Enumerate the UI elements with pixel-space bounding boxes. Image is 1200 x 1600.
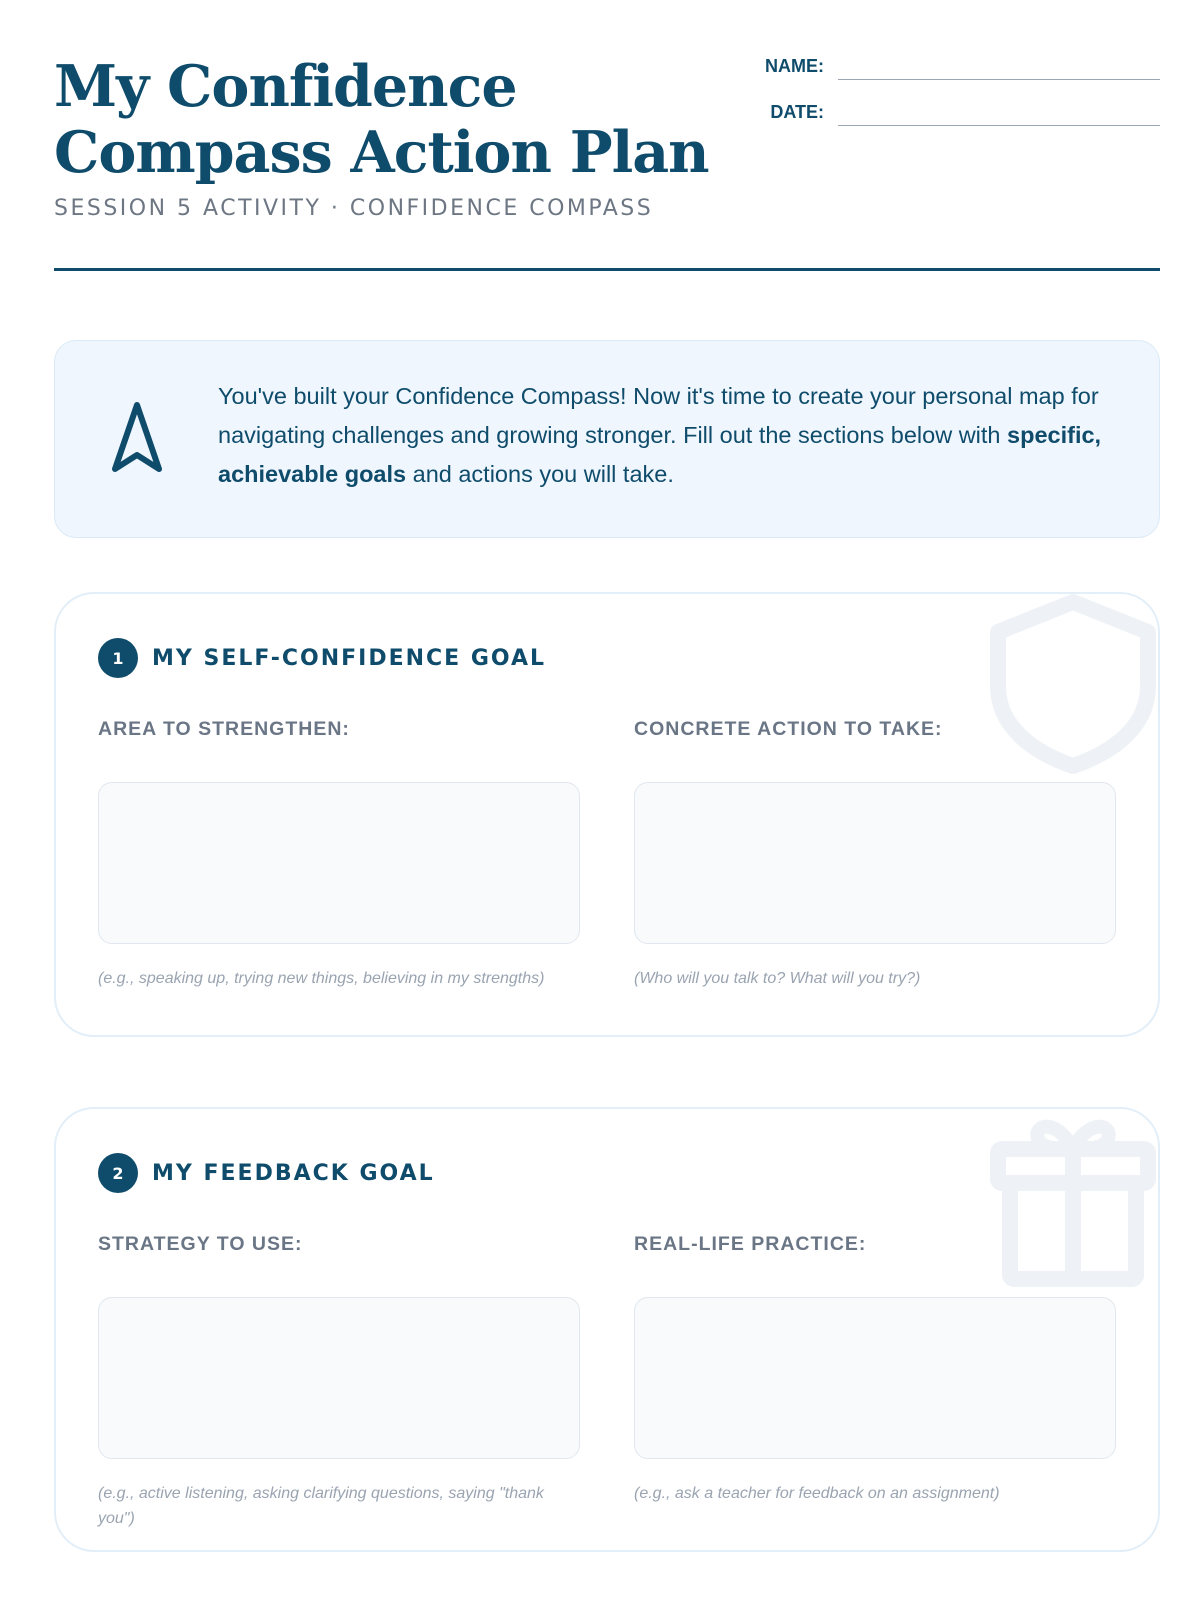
feedback-goal-card xyxy=(54,1107,1160,1552)
concrete-action-field[interactable] xyxy=(634,782,1116,944)
area-to-strengthen-column xyxy=(98,718,580,991)
name-field[interactable] xyxy=(838,79,1160,80)
date-label: DATE: xyxy=(770,102,824,122)
page-header xyxy=(54,54,1160,274)
area-to-strengthen-hint: (e.g., speaking up, trying new things, believing in my strengths) xyxy=(98,970,545,987)
navigation-arrow-icon xyxy=(107,401,167,477)
concrete-action-label: CONCRETE ACTION TO TAKE: xyxy=(634,718,943,740)
strategy-hint: (e.g., active listening, asking clarifying questions, saying "thank you") xyxy=(98,1485,544,1527)
area-to-strengthen-field[interactable] xyxy=(98,782,580,944)
intro-text-emphasis: specific, achievable goals xyxy=(218,422,1102,487)
date-row xyxy=(752,100,1160,146)
page-subtitle: SESSION 5 ACTIVITY · CONFIDENCE COMPASS xyxy=(54,196,654,221)
section-header xyxy=(98,1153,435,1193)
area-to-strengthen-label: AREA TO STRENGTHEN: xyxy=(98,718,350,740)
intro-text-end: and actions you will take. xyxy=(406,461,674,487)
strategy-field[interactable] xyxy=(98,1297,580,1459)
section-title: MY SELF-CONFIDENCE GOAL xyxy=(152,645,547,671)
section-header xyxy=(98,638,546,678)
real-life-practice-hint: (e.g., ask a teacher for feedback on an assignment) xyxy=(634,1485,1000,1502)
self-confidence-goal-card xyxy=(54,592,1160,1037)
section-title: MY FEEDBACK GOAL xyxy=(152,1160,435,1186)
real-life-practice-field[interactable] xyxy=(634,1297,1116,1459)
page-title: My Confidence Compass Action Plan xyxy=(54,53,709,186)
intro-callout xyxy=(54,340,1160,538)
strategy-label: STRATEGY TO USE: xyxy=(98,1233,303,1255)
real-life-practice-label: REAL-LIFE PRACTICE: xyxy=(634,1233,867,1255)
intro-text-start: You've built your Confidence Compass! Now it's time to create your personal map for navigating challenges and growing stronger. Fill out the sections below with xyxy=(218,383,1099,448)
name-date-block xyxy=(752,54,1160,146)
strategy-column xyxy=(98,1233,580,1531)
section-number-badge: 2 xyxy=(98,1153,138,1193)
section-number-badge: 1 xyxy=(98,638,138,678)
concrete-action-column xyxy=(634,718,1116,991)
concrete-action-hint: (Who will you talk to? What will you try?) xyxy=(634,970,921,987)
name-row xyxy=(752,54,1160,100)
real-life-practice-column xyxy=(634,1233,1116,1506)
date-field[interactable] xyxy=(838,125,1160,126)
name-label: NAME: xyxy=(765,56,824,76)
header-divider xyxy=(54,268,1160,271)
intro-text xyxy=(218,377,1118,494)
